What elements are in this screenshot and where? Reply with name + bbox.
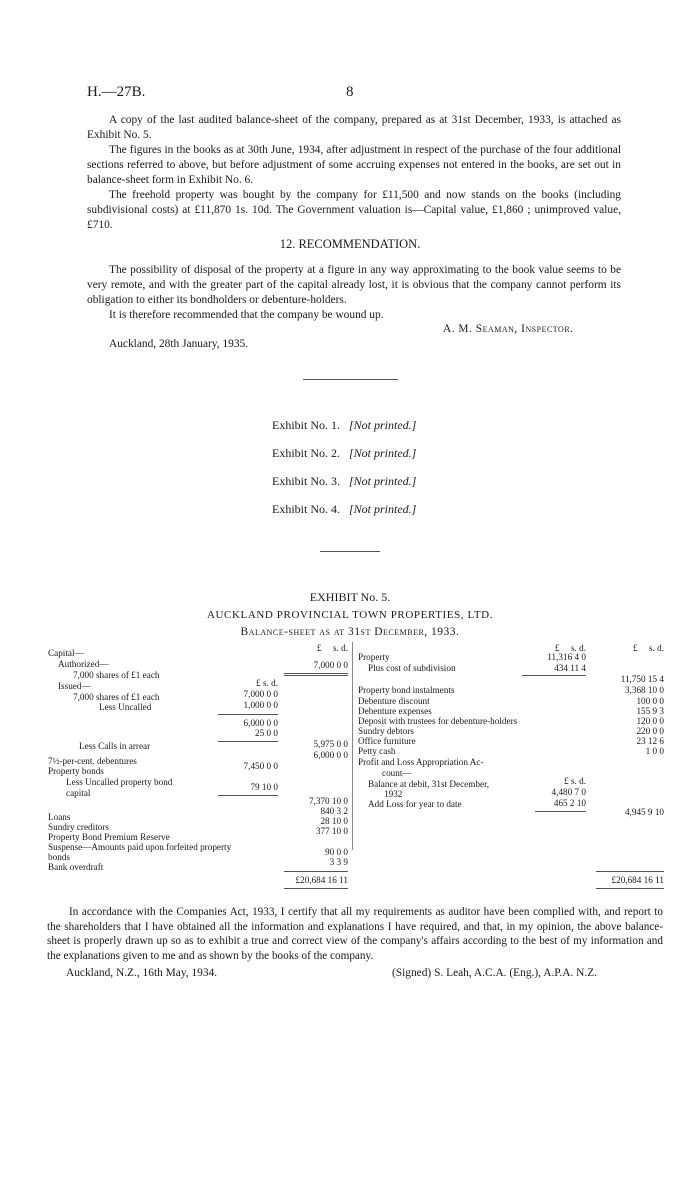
exhibit-label: Exhibit No. 4. (272, 502, 340, 516)
currency-header-liabilities: £ s. d. (316, 643, 348, 653)
exhibit-note: [Not printed.] (349, 474, 417, 488)
asset-amount: 4,480 7 0 (551, 787, 586, 797)
liability-label: Less Calls in arrear (79, 741, 151, 751)
liability-label: Property Bond Premium Reserve (48, 832, 170, 842)
liability-amount: 377 10 0 (315, 826, 348, 836)
liability-label: 7,000 shares of £1 each (73, 670, 160, 680)
liabilities-total: £20,684 16 11 (295, 875, 348, 885)
divider-rule (320, 551, 380, 552)
exhibit-4-line (272, 502, 416, 517)
asset-amount: 434 11 4 (554, 663, 586, 673)
liability-label: Property bonds (48, 766, 104, 776)
liability-subheader: £ s. d. (256, 678, 278, 688)
exhibit-note: [Not printed.] (349, 446, 417, 460)
asset-label: Add Loss for year to date (368, 799, 462, 809)
liability-label: Suspense—Amounts paid upon forfeited property (48, 842, 232, 852)
liability-label: 7½-per-cent. debentures (48, 756, 137, 766)
total-rule (284, 888, 348, 889)
total-rule (596, 871, 664, 872)
total-rule (284, 871, 348, 872)
divider-rule (303, 379, 398, 380)
asset-amount: 11,750 15 4 (620, 674, 664, 684)
exhibit-1-line (272, 418, 416, 433)
liability-label: Sundry creditors (48, 822, 109, 832)
sum-rule (284, 675, 348, 676)
paragraph-recommendation: The possibility of disposal of the property at a figure in any way approximating to the book value seems to be very remote, and with the greater part of the capital already lost, it is obvious that the company cannot perform its obligation to either its bondholders or debenture-holders. (87, 264, 621, 306)
asset-amount: 100 0 0 (636, 696, 664, 706)
asset-label: Petty cash (358, 746, 396, 756)
sum-rule (522, 675, 586, 676)
liability-label: Less Uncalled (99, 702, 152, 712)
asset-amount: 465 2 10 (553, 798, 586, 808)
sum-rule (218, 714, 278, 715)
exhibit5-title: EXHIBIT No. 5. (309, 590, 391, 604)
asset-label: Sundry debtors (358, 726, 414, 736)
asset-label: Office furniture (358, 736, 416, 746)
auditor-certificate: In accordance with the Companies Act, 1933, I certify that all my requirements as auditor have been complied with, and report to the shareholders that I have obtained all the information and explanations I have required, and that, in my opinion, the above balance-sheet is properly drawn up so as to exhibit a true and correct view of the company's affairs according to the best of my information and the explanations given to me and as shown by the books of the company. (47, 906, 663, 962)
report-place-date: Auckland, 28th January, 1935. (109, 338, 249, 350)
liability-amount: 5,975 0 0 (313, 739, 348, 749)
paragraph-freehold-property: The freehold property was bought by the company for £11,500 and now stands on the books (including subdivisional costs) at £11,870 1s. 10d. The Government valuation is—Capital value, £1,860 ; unimproved value, £710. (87, 189, 621, 231)
currency-header-assets-inner: £ s. d. (554, 643, 586, 653)
company-name: AUCKLAND PROVINCIAL TOWN PROPERTIES, LTD. (206, 609, 494, 621)
asset-label: 1932 (384, 789, 403, 799)
inspector-signatory: A. M. Seaman, Inspector. (443, 323, 574, 335)
column-divider (352, 642, 353, 850)
document-reference: H.—27B. (87, 84, 146, 100)
liability-label: capital (66, 788, 91, 798)
exhibit-2-line (272, 446, 416, 461)
liability-amount: 840 3 2 (320, 806, 348, 816)
asset-label: Profit and Loss Appropriation Ac- (358, 757, 484, 767)
asset-amount: 1 0 0 (645, 746, 664, 756)
liability-label: bonds (48, 852, 70, 862)
asset-label: Property bond instalments (358, 685, 455, 695)
asset-amount: 23 12 6 (636, 736, 664, 746)
liability-label: Issued— (58, 681, 91, 691)
exhibit-note: [Not printed.] (349, 418, 417, 432)
asset-amount: 4,945 9 10 (624, 807, 664, 817)
paragraph-exhibit6-reference: The figures in the books as at 30th June, 1934, after adjustment in respect of the purchase of the four additional sections referred to above, but before adjustment of some accruing expenses not entered in the books, are set out in balance-sheet form in Exhibit No. 6. (87, 144, 621, 186)
asset-amount: 3,368 10 0 (624, 685, 664, 695)
asset-label: Debenture discount (358, 696, 430, 706)
asset-label: Plus cost of subdivision (368, 663, 456, 673)
liability-label: 7,000 shares of £1 each (73, 692, 160, 702)
liability-amount: 90 0 0 (325, 847, 348, 857)
asset-label: Debenture expenses (358, 706, 432, 716)
liability-label: Bank overdraft (48, 862, 104, 872)
sum-rule (218, 795, 278, 796)
liability-amount: 6,000 0 0 (313, 750, 348, 760)
liability-amount: 6,000 0 0 (243, 718, 278, 728)
asset-label: Deposit with trustees for debenture-holders (358, 716, 518, 726)
exhibit-label: Exhibit No. 1. (272, 418, 340, 432)
auditor-signature: (Signed) S. Leah, A.C.A. (Eng.), A.P.A. N.Z. (392, 967, 598, 979)
liability-amount: 1,000 0 0 (243, 700, 278, 710)
liability-amount: 7,450 0 0 (243, 761, 278, 771)
exhibit-label: Exhibit No. 3. (272, 474, 340, 488)
liability-label: Authorized— (58, 659, 109, 669)
asset-label: count— (382, 768, 412, 778)
exhibit-3-line (272, 474, 416, 489)
currency-header-assets-outer: £ s. d. (632, 643, 664, 653)
exhibit-note: [Not printed.] (349, 502, 417, 516)
paragraph-wound-up: It is therefore recommended that the company be wound up. (109, 309, 384, 321)
liability-label: Less Uncalled property bond (66, 777, 173, 787)
liability-amount: 28 10 0 (320, 816, 348, 826)
exhibit-label: Exhibit No. 2. (272, 446, 340, 460)
section-heading: 12. RECOMMENDATION. (279, 237, 421, 251)
liability-label: Loans (48, 812, 71, 822)
asset-label: Property (358, 652, 390, 662)
auditor-place-date: Auckland, N.Z., 16th May, 1934. (66, 967, 218, 979)
liability-amount: 79 10 0 (250, 782, 278, 792)
liability-amount: 7,000 0 0 (313, 660, 348, 670)
paragraph-exhibit5-reference: A copy of the last audited balance-sheet of the company, prepared as at 31st December, 1933, is attached as Exhibit No. 5. (87, 114, 621, 141)
asset-amount: 120 0 0 (636, 716, 664, 726)
asset-subheader: £ s. d. (564, 776, 586, 786)
liability-amount: 25 0 0 (255, 728, 278, 738)
sum-rule (535, 811, 586, 812)
asset-amount: 220 0 0 (636, 726, 664, 736)
assets-total: £20,684 16 11 (611, 875, 664, 885)
asset-amount: 155 9 3 (636, 706, 664, 716)
sum-rule (284, 673, 348, 674)
liability-label: Capital— (48, 648, 84, 658)
page-number: 8 (346, 84, 354, 100)
liability-amount: 7,370 10 0 (308, 796, 348, 806)
sum-rule (218, 741, 278, 742)
asset-amount: 11,316 4 0 (547, 652, 586, 662)
balance-sheet-subtitle: Balance-sheet as at 31st December, 1933. (240, 626, 460, 638)
asset-label: Balance at debit, 31st December, (368, 779, 490, 789)
total-rule (596, 888, 664, 889)
liability-amount: 3 3 9 (329, 857, 348, 867)
liability-amount: 7,000 0 0 (243, 689, 278, 699)
